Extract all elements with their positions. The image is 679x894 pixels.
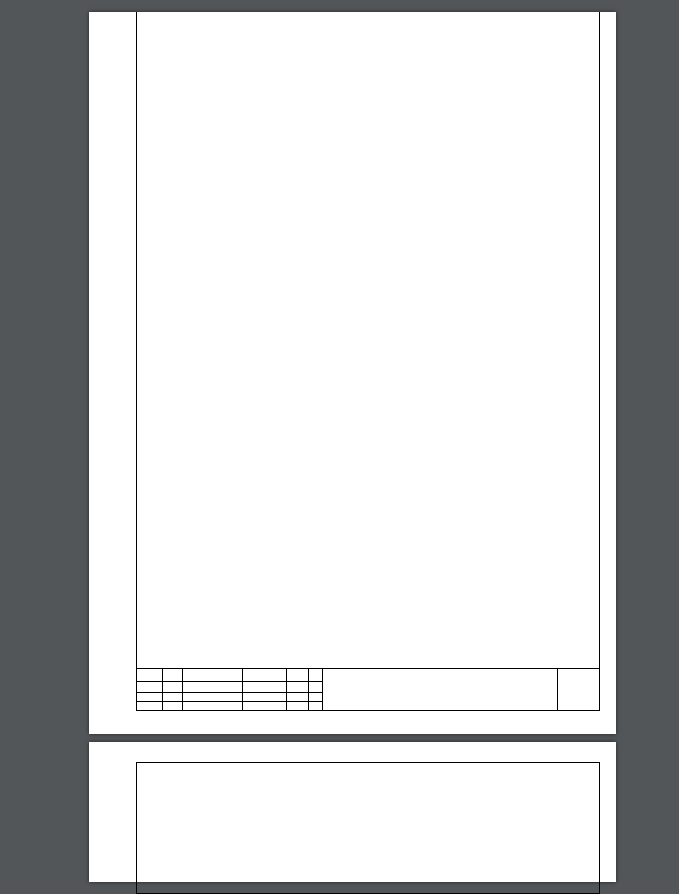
table-of-contents [149, 68, 585, 176]
title-block [136, 668, 600, 711]
document-code [322, 669, 558, 711]
toc-entry[interactable] [149, 154, 585, 176]
toc-entry-wrapped[interactable] [149, 111, 585, 133]
page-frame [136, 762, 600, 894]
toc-entry-wrapped[interactable] [149, 68, 585, 90]
toc-entry[interactable] [149, 90, 585, 112]
toc-entry-wrapped[interactable] [149, 133, 585, 155]
sheet-cell [556, 669, 600, 711]
document-page-1 [89, 12, 616, 734]
document-page-2 [89, 742, 616, 882]
